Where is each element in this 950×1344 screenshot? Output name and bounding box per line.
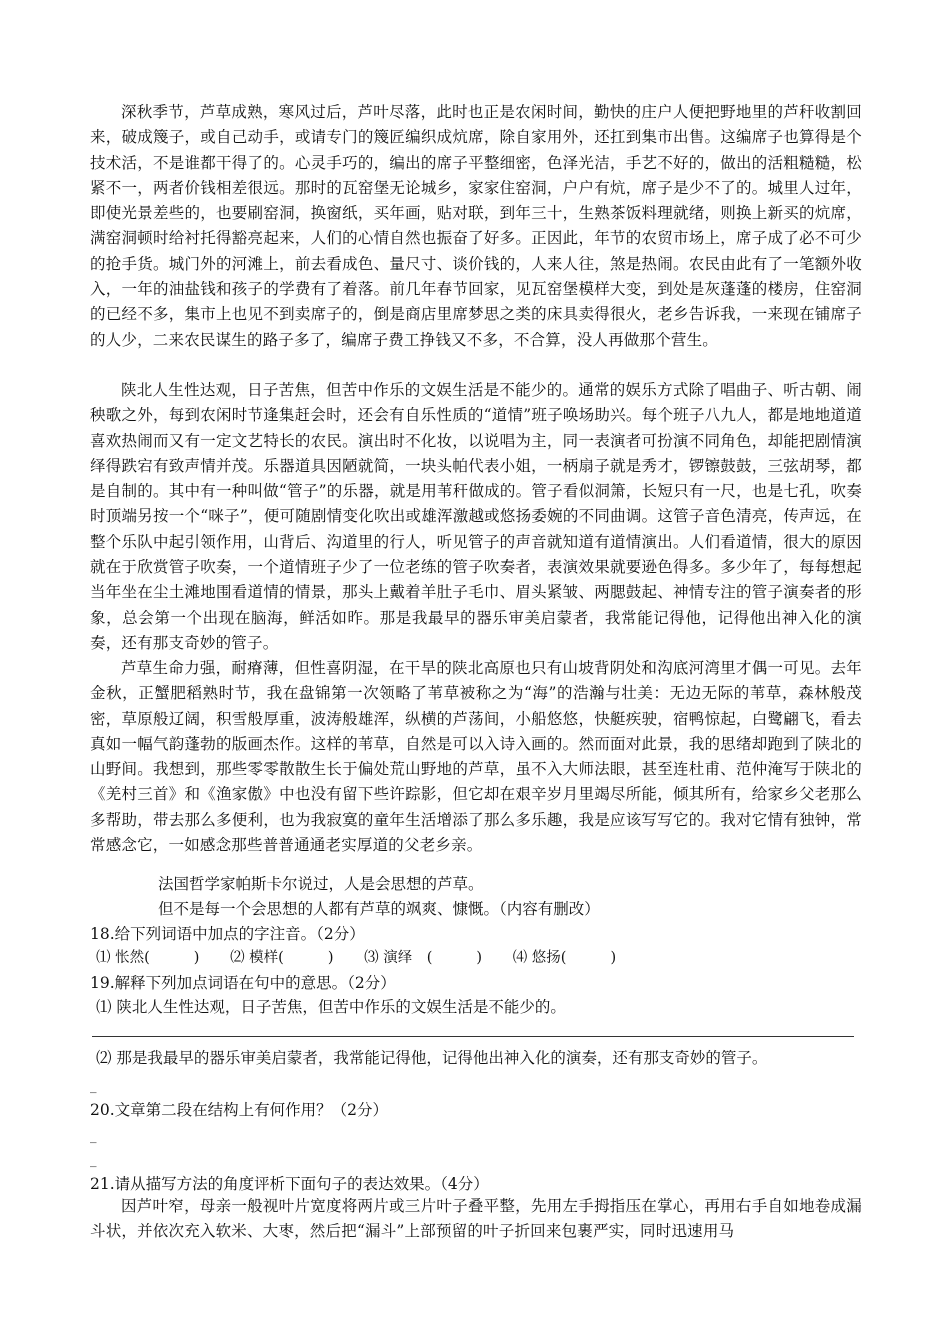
- question-19-title: 19.解释下列加点词语在句中的意思。（2分）: [90, 974, 396, 992]
- q18-item-1-close: ): [193, 950, 200, 966]
- quote-line-1: 法国哲学家帕斯卡尔说过，人是会思想的芦草。: [158, 875, 484, 893]
- q18-item-3-label: ⑶ 演绎 (: [364, 950, 433, 966]
- answer-stub-19-2[interactable]: _: [90, 1079, 97, 1094]
- question-21-text: 因芦叶窄，母亲一般视叶片宽度将两片或三片叶子叠平整，先用左手拇指压在掌心，再用右手自如地卷成漏斗状，并依次充入软米、大枣，然后把“漏斗”上部预留的叶子折回来包裹严实，同时迅速用马: [90, 1197, 862, 1241]
- passage-paragraph-3: 芦草生命力强，耐瘠薄，但性喜阴湿，在干旱的陕北高原也只有山坡背阴处和沟底河湾里才偶一可见。去年金秋，正蟹肥稻熟时节，我在盘锦第一次领略了苇草被称之为“海”的浩瀚与壮美：无边无际的苇草，森林般茂密，草原般辽阔，积雪般厚重，波涛般雄浑，纵横的芦荡间，小船悠悠，快艇疾驶，宿鸭惊起，白鹭翩飞，看去真如一幅气韵蓬勃的版画杰作。这样的苇草，自然是可以入诗入画的。然而面对此景，我的思绪却跑到了陕北的山野间。我想到，那些零零散散生长于偏处荒山野地的芦草，虽不入大师法眼，甚至连杜甫、范仲淹写于陕北的《羌村三首》和《渔家傲》中也没有留下些许踪影，但它却在艰辛岁月里竭尽所能，倾其所有，给家乡父老那么多帮助，带去那么多便利，也为我寂寞的童年生活增添了那么多乐趣，我是应该写写它的。我对它情有独钟，常常感念它，一如感念那些普普通通老实厚道的父老乡亲。: [90, 659, 862, 855]
- quote-line-2: 但不是每一个会思想的人都有芦草的飒爽、慷慨。（内容有删改）: [158, 900, 600, 918]
- q18-item-3-close: ): [476, 950, 483, 966]
- question-19-sentence-1: ⑴ 陕北人生性达观，日子苦焦，但苦中作乐的文娱生活是不能少的。: [96, 998, 566, 1016]
- q18-item-2-label: ⑵ 模样(: [230, 950, 284, 966]
- question-21-title: 21.请从描写方法的角度评析下面句子的表达效果。（4分）: [90, 1175, 489, 1193]
- answer-line-19-1[interactable]: [92, 1036, 854, 1037]
- q18-item-4-label: ⑷ 悠扬(: [512, 950, 567, 966]
- question-18-title: 18.给下列词语中加点的字注音。（2分）: [90, 925, 365, 943]
- question-18-items: [96, 946, 616, 967]
- question-20-title: 20.文章第二段在结构上有何作用？（2分）: [90, 1101, 389, 1119]
- answer-stub-20-1[interactable]: _: [90, 1129, 97, 1144]
- q18-item-4-close: ): [610, 950, 617, 966]
- q18-item-1-label: ⑴ 怅然(: [96, 950, 150, 966]
- q18-item-2-close: ): [327, 950, 334, 966]
- question-19-sentence-2: ⑵ 那是我最早的器乐审美启蒙者，我常能记得他，记得他出神入化的演奏，还有那支奇妙的管子。: [96, 1049, 768, 1067]
- passage-paragraph-1: 深秋季节，芦草成熟，寒风过后，芦叶尽落，此时也正是农闲时间，勤快的庄户人便把野地里的芦秆收割回来，破成篾子，或自己动手，或请专门的篾匠编织成炕席，除自家用外，还扛到集市出售。这编席子也算得是个技术活，不是谁都干得了的。心灵手巧的，编出的席子平整细密，色泽光洁，手艺不好的，做出的活粗糙糙，松紧不一，两者价钱相差很远。那时的瓦窑堡无论城乡，家家住窑洞，户户有炕，席子是少不了的。城里人过年，即使光景差些的，也要刷窑洞，换窗纸，买年画，贴对联，到年三十，生熟茶饭料理就绪，则换上新买的炕席，满窑洞顿时给衬托得豁亮起来，人们的心情自然也振奋了好多。正因此，年节的农贸市场上，席子成了必不可少的抢手货。城门外的河滩上，前去看成色、量尺寸、谈价钱的，人来人往，煞是热闹。农民由此有了一笔额外收入，一年的油盐钱和孩子的学费有了着落。前几年春节回家，见瓦窑堡模样大变，到处是灰蓬蓬的楼房，住窑洞的已经不多，集市上也见不到卖席子的，倒是商店里席梦思之类的床具卖得很火，老乡告诉我，一来现在铺席子的人少，二来农民谋生的路子多了，编席子费工挣钱又不多，不合算，没人再做那个营生。: [90, 103, 862, 349]
- answer-stub-20-2[interactable]: _: [90, 1153, 97, 1168]
- passage-paragraph-2: 陕北人生性达观，日子苦焦，但苦中作乐的文娱生活是不能少的。通常的娱乐方式除了唱曲子、听古朝、闹秧歌之外，每到农闲时节逢集赶会时，还会有自乐性质的“道情”班子唤场助兴。每个班子八九人，都是地地道道喜欢热闹而又有一定文艺特长的农民。演出时不化妆，以说唱为主，同一表演者可扮演不同角色，却能把剧情演绎得跌宕有致声情并茂。乐器道具因陋就简，一块头帕代表小姐，一柄扇子就是秀才，锣镲鼓鼓，三弦胡琴，都是自制的。其中有一种叫做“管子”的乐器，就是用苇秆做成的。管子看似洞箫，长短只有一尺，也是七孔，吹奏时顶端另按一个“咪子”，便可随剧情变化吹出或雄浑激越或悠扬委婉的不同曲调。这管子音色清亮，传声远，在整个乐队中起引领作用，山背后、沟道里的行人，听见管子的声音就知道有道情演出。人们看道情，很大的原因就在于欣赏管子吹奏，一个道情班子少了一位老练的管子吹奏者，表演效果就要逊色得多。多少年了，每每想起当年坐在尘土滩地围看道情的情景，那头上戴着羊肚子毛巾、眉头紧皱、两腮鼓起、神情专注的管子演奏者的形象，总会第一个出现在脑海，鲜活如昨。那是我最早的器乐审美启蒙者，我常能记得他，记得他出神入化的演奏，还有那支奇妙的管子。: [90, 381, 862, 652]
